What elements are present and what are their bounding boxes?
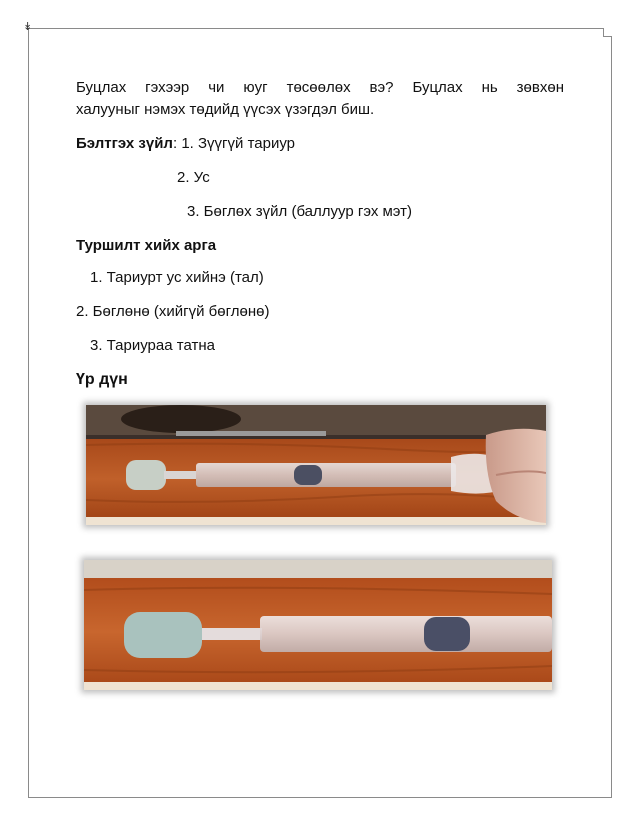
materials-colon: : [172, 135, 178, 152]
result-photo-2 [84, 560, 552, 690]
intro-line-1: Буцлах гэхээр чи юуг төсөөлөх вэ? Буцлах нь зөвхөн [76, 79, 564, 96]
folded-corner [603, 28, 612, 37]
anchor-icon: ↡ [23, 21, 33, 33]
syringe-photo-2 [84, 560, 552, 690]
method-step: 3. Тариураа татна [90, 337, 215, 354]
method-step: 1. Тариурт ус хийнэ (тал) [90, 269, 264, 286]
materials-item: 3. Бөглөх зүйл (баллуур гэх мэт) [187, 203, 412, 220]
intro-line-2: халууныг нэмэх төдийд үүсэх үзэгдэл биш. [76, 101, 375, 118]
materials-label: Бэлтгэх зүйл [76, 135, 173, 152]
materials-item: 2. Ус [177, 169, 210, 186]
method-heading: Туршилт хийх арга [76, 237, 217, 254]
method-step: 2. Бөглөнө (хийгүй бөглөнө) [76, 303, 270, 320]
syringe-photo-1 [86, 405, 546, 525]
materials-item: 1. Зүүгүй тариур [181, 135, 296, 152]
result-photo-1 [86, 405, 546, 525]
result-heading: Үр дүн [76, 371, 128, 388]
materials-row [76, 134, 295, 154]
